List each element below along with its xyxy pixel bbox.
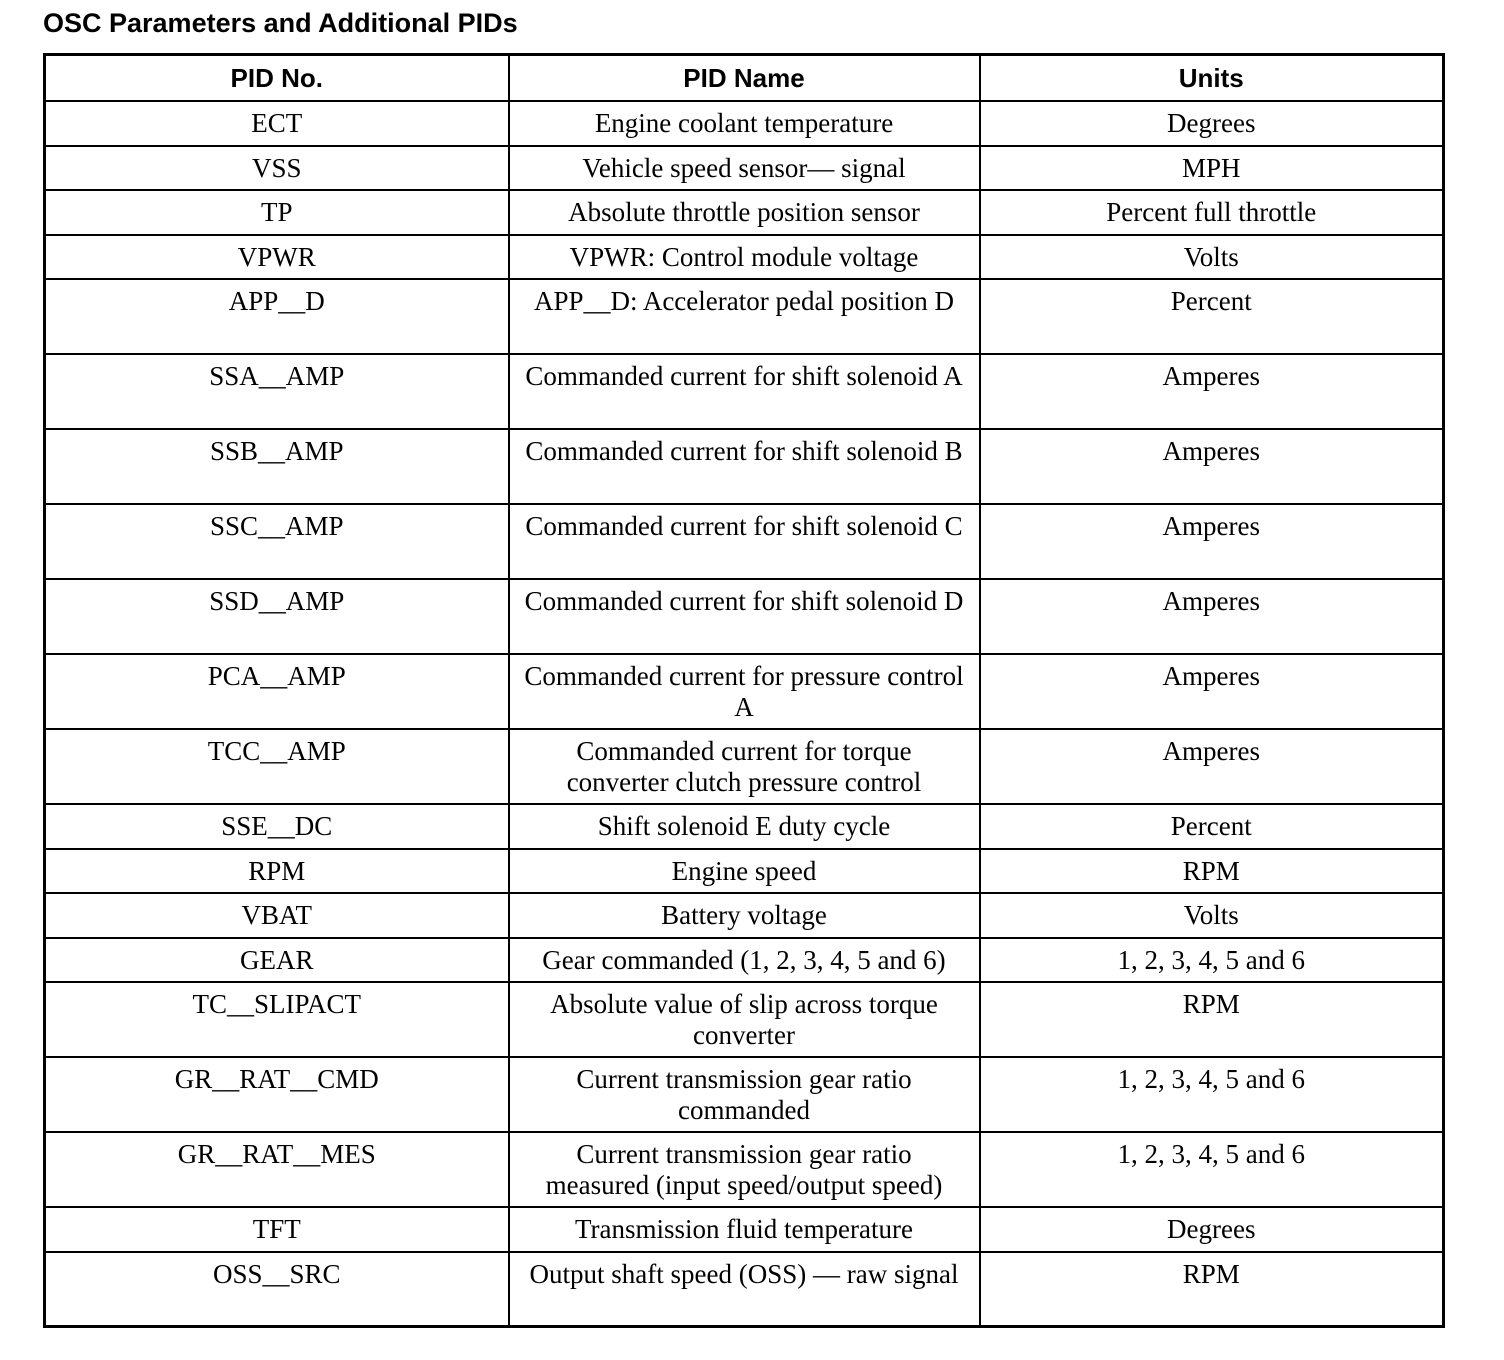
- cell-pid: TC__SLIPACT: [45, 982, 509, 1057]
- cell-units: Amperes: [980, 729, 1444, 804]
- cell-pid: TCC__AMP: [45, 729, 509, 804]
- table-row: [45, 654, 1444, 729]
- table-row: [45, 938, 1444, 983]
- table-row: [45, 429, 1444, 504]
- table-row: [45, 982, 1444, 1057]
- table-row: [45, 729, 1444, 804]
- cell-name: Vehicle speed sensor— signal: [509, 146, 980, 191]
- page-title: OSC Parameters and Additional PIDs: [43, 8, 518, 38]
- cell-units: Amperes: [980, 504, 1444, 579]
- cell-pid: SSE__DC: [45, 804, 509, 849]
- cell-pid: TP: [45, 190, 509, 235]
- cell-name: APP__D: Accelerator pedal position D: [509, 279, 980, 354]
- table-row: [45, 1132, 1444, 1207]
- cell-name: Commanded current for torque converter clutch pressure control: [509, 729, 980, 804]
- cell-pid: VSS: [45, 146, 509, 191]
- cell-name: Shift solenoid E duty cycle: [509, 804, 980, 849]
- cell-units: RPM: [980, 982, 1444, 1057]
- cell-units: Degrees: [980, 1207, 1444, 1252]
- table-header-row: [45, 55, 1444, 102]
- cell-name: Absolute throttle position sensor: [509, 190, 980, 235]
- table-row: [45, 893, 1444, 938]
- cell-units: Percent full throttle: [980, 190, 1444, 235]
- cell-pid: SSD__AMP: [45, 579, 509, 654]
- cell-units: Percent: [980, 279, 1444, 354]
- cell-units: Percent: [980, 804, 1444, 849]
- cell-pid: APP__D: [45, 279, 509, 354]
- cell-units: Volts: [980, 893, 1444, 938]
- header-pid-name: PID Name: [509, 55, 980, 102]
- cell-units: Volts: [980, 235, 1444, 280]
- cell-units: 1, 2, 3, 4, 5 and 6: [980, 1057, 1444, 1132]
- cell-units: Amperes: [980, 579, 1444, 654]
- cell-units: 1, 2, 3, 4, 5 and 6: [980, 938, 1444, 983]
- cell-pid: VPWR: [45, 235, 509, 280]
- table-row: [45, 279, 1444, 354]
- cell-name: Transmission fluid temperature: [509, 1207, 980, 1252]
- cell-units: Amperes: [980, 354, 1444, 429]
- cell-name: VPWR: Control module voltage: [509, 235, 980, 280]
- table-row: [45, 849, 1444, 894]
- cell-pid: PCA__AMP: [45, 654, 509, 729]
- table-row: [45, 1207, 1444, 1252]
- cell-name: Commanded current for shift solenoid D: [509, 579, 980, 654]
- cell-units: RPM: [980, 1252, 1444, 1327]
- table-row: [45, 804, 1444, 849]
- table-row: [45, 579, 1444, 654]
- cell-pid: ECT: [45, 101, 509, 146]
- cell-pid: SSB__AMP: [45, 429, 509, 504]
- cell-name: Commanded current for pressure control A: [509, 654, 980, 729]
- cell-units: Amperes: [980, 429, 1444, 504]
- cell-name: Commanded current for shift solenoid C: [509, 504, 980, 579]
- cell-name: Absolute value of slip across torque converter: [509, 982, 980, 1057]
- cell-units: RPM: [980, 849, 1444, 894]
- table-row: [45, 146, 1444, 191]
- table-row: [45, 1252, 1444, 1327]
- table-row: [45, 354, 1444, 429]
- table-row: [45, 190, 1444, 235]
- cell-pid: GR__RAT__CMD: [45, 1057, 509, 1132]
- table-row: [45, 235, 1444, 280]
- cell-pid: VBAT: [45, 893, 509, 938]
- cell-pid: GR__RAT__MES: [45, 1132, 509, 1207]
- cell-units: MPH: [980, 146, 1444, 191]
- table-row: [45, 1057, 1444, 1132]
- cell-pid: SSA__AMP: [45, 354, 509, 429]
- cell-units: Degrees: [980, 101, 1444, 146]
- cell-units: Amperes: [980, 654, 1444, 729]
- cell-name: Current transmission gear ratio commanded: [509, 1057, 980, 1132]
- cell-name: Battery voltage: [509, 893, 980, 938]
- cell-units: 1, 2, 3, 4, 5 and 6: [980, 1132, 1444, 1207]
- cell-pid: OSS__SRC: [45, 1252, 509, 1327]
- pid-table: [43, 53, 1445, 1328]
- cell-name: Commanded current for shift solenoid B: [509, 429, 980, 504]
- cell-pid: GEAR: [45, 938, 509, 983]
- cell-name: Gear commanded (1, 2, 3, 4, 5 and 6): [509, 938, 980, 983]
- cell-pid: SSC__AMP: [45, 504, 509, 579]
- header-units: Units: [980, 55, 1444, 102]
- cell-name: Engine speed: [509, 849, 980, 894]
- cell-name: Commanded current for shift solenoid A: [509, 354, 980, 429]
- cell-name: Output shaft speed (OSS) — raw signal: [509, 1252, 980, 1327]
- cell-name: Engine coolant temperature: [509, 101, 980, 146]
- cell-pid: RPM: [45, 849, 509, 894]
- table-row: [45, 101, 1444, 146]
- header-pid-no: PID No.: [45, 55, 509, 102]
- cell-pid: TFT: [45, 1207, 509, 1252]
- table-row: [45, 504, 1444, 579]
- cell-name: Current transmission gear ratio measured (input speed/output speed): [509, 1132, 980, 1207]
